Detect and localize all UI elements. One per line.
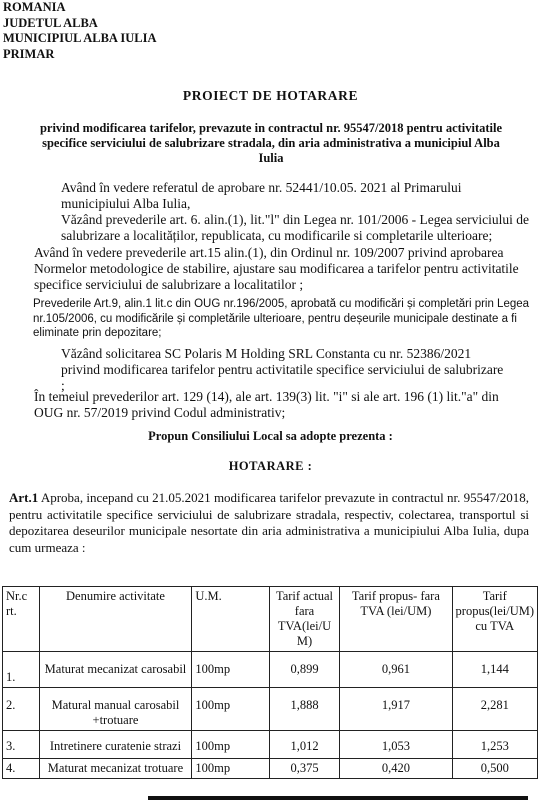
header-office: PRIMAR: [3, 46, 55, 61]
row-current-tariff: 1,888: [269, 688, 340, 731]
paragraph-ordin-109: [9, 245, 534, 293]
decision-heading: HOTARARE :: [228, 459, 313, 473]
paragraph-polaris-request-text: Văzând solicitarea SC Polaris M Holding SRL Constanta cu nr. 52386/2021 privind modificarea tarifelor pentru activitatile specifice serviciului de salubrizare ;: [61, 346, 504, 393]
row-nr: 2.: [3, 688, 40, 731]
row-current-tariff: 1,012: [269, 731, 340, 759]
row-proposed-tariff-vat: 1,253: [452, 731, 537, 759]
paragraph-oug-196: [28, 297, 532, 341]
row-proposed-tariff: 0,420: [340, 759, 452, 779]
row-activity: Maturat mecanizat trotuare: [39, 759, 192, 779]
row-proposed-tariff: 1,053: [340, 731, 452, 759]
col-header-unit: U.M.: [192, 587, 269, 652]
paragraph-legea-101: [36, 212, 534, 244]
paragraph-polaris-request: [36, 346, 506, 394]
document-title: PROIECT DE HOTARARE: [182, 88, 359, 103]
col-header-current-tariff: Tarif actual fara TVA(lei/U M): [269, 587, 340, 652]
header-county: JUDETUL ALBA: [3, 15, 98, 30]
row-proposed-tariff-vat: 1,144: [452, 652, 537, 688]
row-unit: 100mp: [192, 688, 269, 731]
paragraph-referat-text: Având în vedere referatul de aprobare nr. 52441/10.05. 2021 al Primarului municipiului Alba Iulia,: [61, 180, 462, 211]
row-unit: 100mp: [192, 731, 269, 759]
row-activity: Maturat mecanizat carosabil: [39, 652, 192, 688]
paragraph-legal-basis-text: În temeiul prevederilor art. 129 (14), ale art. 139(3) lit. "i" si ale art. 196 (1) lit."a" din OUG nr. 57/2019 privind Codul administrativ;: [34, 389, 499, 420]
row-nr: 1.: [3, 652, 40, 688]
row-proposed-tariff: 0,961: [340, 652, 452, 688]
row-proposed-tariff: 1,917: [340, 688, 452, 731]
article-1-label: Art.1: [9, 490, 39, 505]
article-1-text: Aproba, incepand cu 21.05.2021 modificarea tarifelor prevazute in contractul nr. 95547/2018, pentru activitatile specifice serviciului de salubrizare stradala, respectiv, colectarea, transportul si depozitarea deseurilor municipale nesortate din aria administrativa a municipiului Alba Iulia, dupa cum urmeaza :: [9, 490, 529, 555]
scan-edge-bar: [148, 796, 528, 800]
table-row: [3, 688, 538, 731]
table-row: [3, 652, 538, 688]
row-current-tariff: 0,375: [269, 759, 340, 779]
col-header-proposed-tariff: Tarif propus- fara TVA (lei/UM): [340, 587, 452, 652]
article-1: [9, 490, 529, 556]
paragraph-legea-101-text: Văzând prevederile art. 6. alin.(1), lit."l" din Legea nr. 101/2006 - Legea serviciului de salubrizare a localităților, republicata, cu modificarile si completarile ulterioare;: [61, 212, 529, 243]
tariff-table-header-row: [3, 587, 538, 652]
proposal-line: Propun Consiliului Local sa adopte prezenta :: [148, 429, 393, 443]
tariff-table: [2, 586, 538, 779]
col-header-activity: Denumire activitate: [39, 587, 192, 652]
row-activity: Matural manual carosabil +trotuare: [39, 688, 192, 731]
row-proposed-tariff-vat: 2,281: [452, 688, 537, 731]
paragraph-referat: [36, 180, 506, 212]
row-proposed-tariff-vat: 0,500: [452, 759, 537, 779]
col-header-proposed-tariff-vat: Tarif propus(lei/UM) cu TVA: [452, 587, 537, 652]
row-nr: 4.: [3, 759, 40, 779]
col-header-nr: Nr.c rt.: [3, 587, 40, 652]
row-nr: 3.: [3, 731, 40, 759]
header-municipality: MUNICIPIUL ALBA IULIA: [3, 31, 157, 45]
row-activity: Intretinere curatenie strazi: [39, 731, 192, 759]
row-current-tariff: 0,899: [269, 652, 340, 688]
table-row: [3, 731, 538, 759]
paragraph-legal-basis: [9, 389, 529, 421]
header-country: ROMANIA: [3, 0, 66, 14]
document-subject: privind modificarea tarifelor, prevazute in contractul nr. 95547/2018 pentru activitatile specifice serviciului de salubrizare stradala, din aria administrativa a municipiul Alba Iulia: [39, 121, 503, 165]
table-row: [3, 759, 538, 779]
row-unit: 100mp: [192, 759, 269, 779]
paragraph-ordin-109-text: Având în vedere prevederile art.15 alin.(1), din Ordinul nr. 109/2007 privind aprobarea Normelor metodologice de stabilire, ajustare sau modificarea a tarifelor pentru activitatile specifice serviciului de salubrizare a localitatilor ;: [34, 245, 519, 292]
row-unit: 100mp: [192, 652, 269, 688]
issuer-header: [3, 0, 157, 62]
paragraph-oug-196-text: Prevederile Art.9, alin.1 lit.c din OUG nr.196/2005, aprobată cu modificări și completări prin Legea nr.105/2006, cu modificările și completările ulterioare, pentru deșeurile municipale destinate a fi eliminate prin depozitare;: [33, 298, 530, 339]
